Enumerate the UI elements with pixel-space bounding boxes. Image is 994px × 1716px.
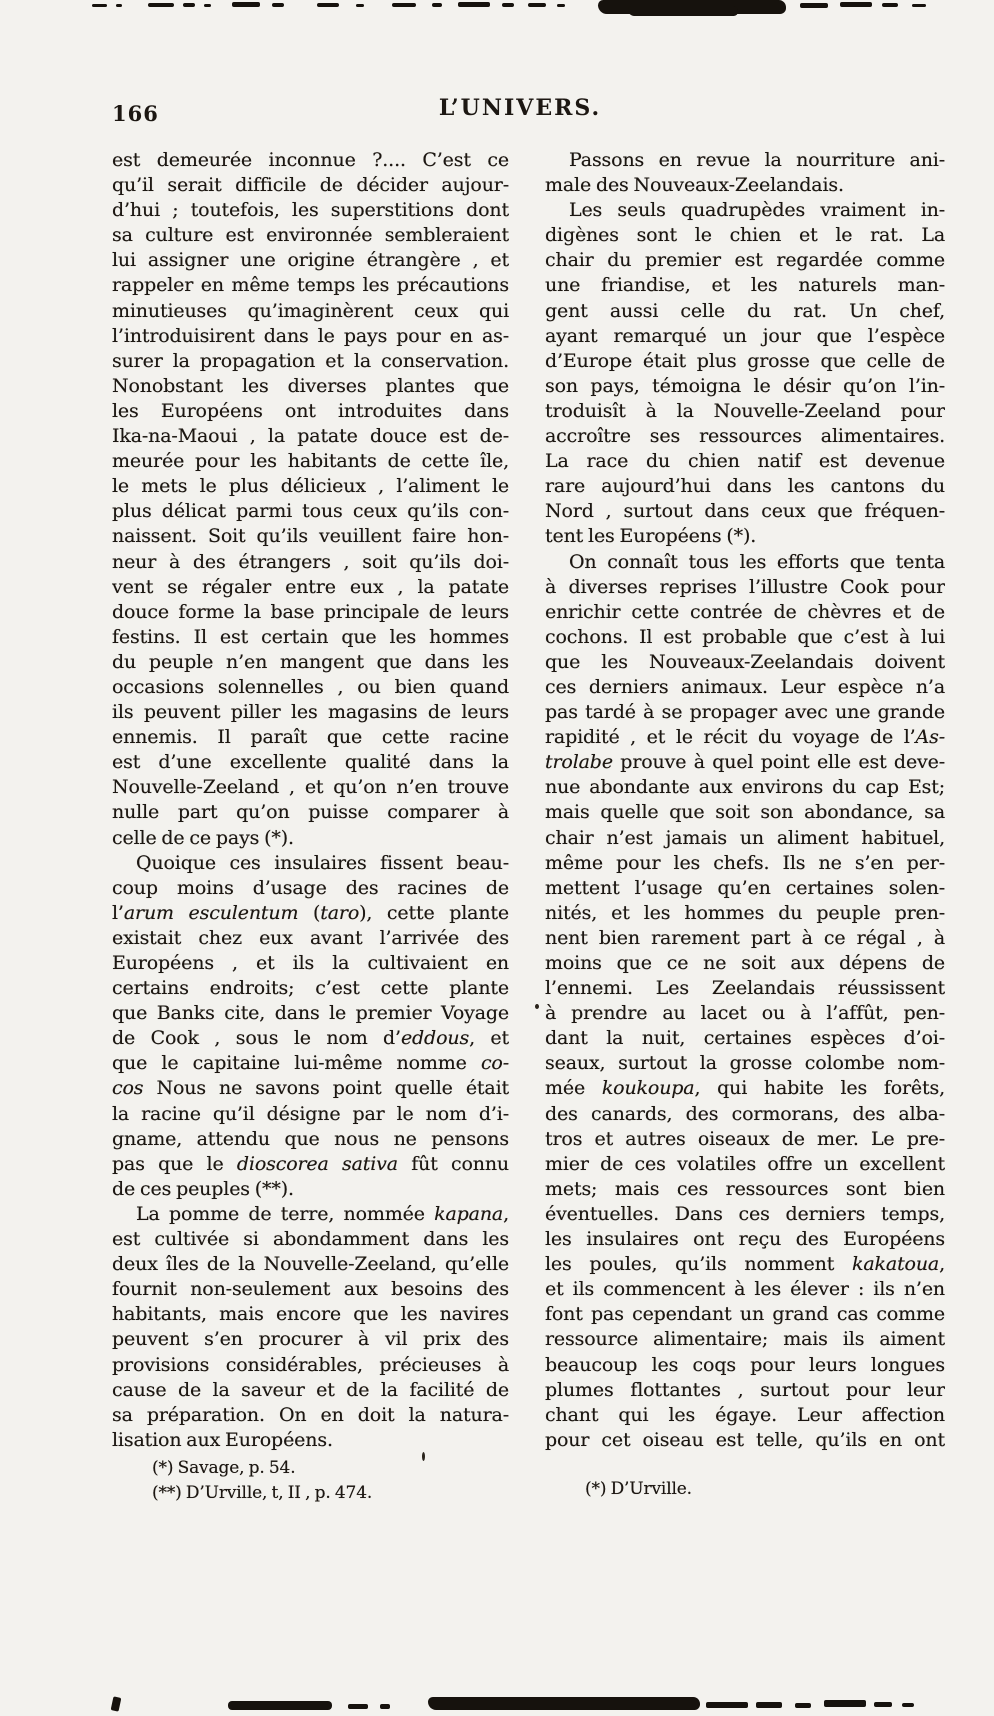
scan-artifact [228, 1701, 332, 1710]
text-line: sa culture est environnée sembleraient [112, 224, 509, 247]
left-column-text [112, 148, 509, 1453]
scan-artifact [348, 1704, 368, 1709]
page-number: 166 [112, 101, 159, 126]
text-line: pas que le dioscorea sativa fût connu [112, 1152, 509, 1175]
text-line: surer la propagation et la conservation. [112, 349, 509, 372]
text-line: mier de ces volatiles offre un excellent [545, 1152, 945, 1175]
text-line: La pomme de terre, nommée kapana, [136, 1202, 509, 1225]
text-line: festins. Il est certain que les hommes [112, 625, 509, 648]
text-line: Nonobstant les diverses plantes que [112, 374, 509, 397]
text-line: même pour les chefs. Ils ne s’en per- [545, 851, 945, 874]
left-column-footnotes [112, 1456, 509, 1507]
text-line: mais quelle que soit son abondance, sa [545, 801, 945, 824]
text-line: d’Europe était plus grosse que celle de [545, 349, 945, 372]
scan-artifact [183, 3, 195, 7]
scan-artifact [795, 1703, 811, 1708]
scan-artifact [628, 6, 738, 16]
text-line: minutieuses qu’imaginèrent ceux qui [112, 299, 509, 322]
text-line: du peuple n’en mangent que dans les [112, 650, 509, 673]
text-line: ces derniers animaux. Leur espèce n’a [545, 675, 945, 698]
text-line: ayant remarqué un jour que l’espèce [545, 324, 945, 347]
text-line: existait chez eux avant l’arrivée des [112, 926, 509, 949]
text-line: On connaît tous les efforts que tenta [569, 550, 945, 573]
text-line: chair n’est jamais un aliment habituel, [545, 826, 945, 849]
text-line: coup moins d’usage des racines de [112, 876, 509, 899]
text-line: provisions considérables, précieuses à [112, 1353, 509, 1376]
text-line: à diverses reprises l’illustre Cook pour [545, 575, 945, 598]
text-line: Quoique ces insulaires fissent beau- [136, 851, 509, 874]
text-line: mets; mais ces ressources sont bien [545, 1177, 945, 1200]
scan-artifact [317, 3, 339, 7]
text-line: lui assigner une origine étrangère , et [112, 249, 509, 272]
text-line: rappeler en même temps les précautions [112, 274, 509, 297]
scan-artifact [528, 3, 546, 7]
text-line: et ils commencent à les élever : ils n’en [545, 1278, 945, 1301]
scan-artifact [874, 1702, 892, 1707]
text-line: Les seuls quadrupèdes vraiment in- [569, 199, 945, 222]
scan-artifact [824, 1700, 866, 1707]
scan-artifact [800, 3, 828, 8]
text-line: certains endroits; c’est cette plante [112, 977, 509, 1000]
right-column-footnotes [545, 1477, 945, 1503]
text-line: nent bien rarement part à ce régal , à [545, 926, 945, 949]
scan-artifact [272, 3, 284, 7]
text-line: l’arum esculentum (taro), cette plante [112, 901, 509, 924]
text-line: meurée pour les habitants de cette île, [112, 450, 509, 473]
text-line: fournit non-seulement aux besoins des [112, 1278, 509, 1301]
text-line: La race du chien natif est devenue [545, 450, 945, 473]
text-line: pas tardé à se propager avec une grande [545, 701, 945, 724]
text-line: nue abondante aux environs du cap Est; [545, 776, 945, 799]
right-column [545, 148, 945, 1502]
scan-artifact [502, 3, 514, 7]
text-line: enrichir cette contrée de chèvres et de [545, 600, 945, 623]
text-line: que Banks cite, dans le premier Voyage [112, 1002, 509, 1025]
text-line: dant la nuit, certaines espèces d’oi- [545, 1027, 945, 1050]
text-line: lisation aux Européens. [112, 1428, 333, 1451]
text-line: male des Nouveaux-Zeelandais. [545, 174, 844, 197]
text-line: à prendre au lacet ou à l’affût, pen- [545, 1002, 945, 1025]
scan-artifact [840, 2, 872, 7]
text-line: seaux, surtout la grosse colombe nom- [545, 1052, 945, 1075]
scan-artifact [882, 3, 898, 7]
scan-artifact [706, 1702, 748, 1708]
text-line: trolabe prouve à quel point elle est deve- [545, 751, 945, 774]
text-line: cochons. Il est probable que c’est à lui [545, 625, 945, 648]
text-line: cause de la saveur et de la facilité de [112, 1378, 509, 1401]
text-line: moins que ce ne soit aux dépens de [545, 952, 945, 974]
text-line: troduisît à la Nouvelle-Zeeland pour [545, 399, 945, 422]
text-line: mée koukoupa, qui habite les forêts, [545, 1077, 945, 1100]
text-line: les poules, qu’ils nomment kakatoua, [545, 1253, 945, 1276]
text-line: deux îles de la Nouvelle-Zeeland, qu’elle [112, 1253, 509, 1276]
ink-speck [535, 1004, 539, 1009]
text-line: de ces peuples (**). [112, 1177, 294, 1200]
text-line: qu’il serait difficile de décider aujour- [112, 174, 509, 197]
text-line: (*) D’Urville. [585, 1478, 692, 1499]
ink-speck [422, 1452, 425, 1461]
running-header: L’UNIVERS. [438, 95, 602, 121]
text-line: sa préparation. On en doit la natura- [112, 1403, 509, 1426]
scan-artifact [902, 1703, 914, 1707]
text-line: son pays, témoigna le désir qu’on l’in- [545, 374, 945, 397]
text-line: l’introduisirent dans le pays pour en as- [112, 324, 509, 347]
text-line: vent se régaler entre eux , la patate [112, 575, 509, 598]
scan-artifact [356, 4, 364, 7]
text-line: ils peuvent piller les magasins de leurs [112, 701, 509, 724]
text-line: peuvent s’en procurer à vil prix des [112, 1328, 509, 1351]
text-line: tent les Européens (*). [545, 525, 757, 548]
text-line: les Européens ont introduites dans [112, 399, 509, 422]
text-line: chair du premier est regardée comme [545, 249, 945, 272]
text-line: Européens , et ils la cultivaient en [112, 952, 509, 974]
text-line: la racine qu’il désigne par le nom d’i- [112, 1102, 509, 1125]
text-line: chant qui les égaye. Leur affection [545, 1403, 945, 1426]
scan-artifact [92, 4, 107, 7]
text-line: beaucoup les coqs pour leurs longues [545, 1353, 945, 1376]
scan-artifact [557, 4, 565, 7]
text-line: ressource alimentaire; mais ils aiment [545, 1328, 945, 1351]
text-line: de Cook , sous le nom d’eddous, et [112, 1027, 509, 1050]
text-line: accroître ses ressources alimentaires. [545, 425, 945, 448]
text-line: neur à des étrangers , soit qu’ils doi- [112, 550, 509, 573]
text-line: Nouvelle-Zeeland , et qu’on n’en trouve [112, 776, 509, 799]
right-column-text [545, 148, 945, 1453]
text-line: plumes flottantes , surtout pour leur [545, 1378, 945, 1401]
text-line: est d’une excellente qualité dans la [112, 751, 509, 774]
scan-artifact [148, 3, 174, 7]
text-line: rare aujourd’hui dans les cantons du [545, 475, 945, 498]
text-line: d’hui ; toutefois, les superstitions dont [112, 199, 509, 222]
scan-artifact [458, 2, 490, 7]
text-line: des canards, des cormorans, des alba- [545, 1102, 945, 1125]
text-line: Nord , surtout dans ceux que fréquen- [545, 500, 945, 523]
text-line: le mets le plus délicieux , l’aliment le [112, 475, 509, 498]
scan-artifact [232, 2, 260, 7]
text-line: éventuelles. Dans ces derniers temps, [545, 1202, 945, 1225]
scan-artifact [380, 1704, 390, 1709]
text-line: cos Nous ne savons point quelle était [112, 1077, 509, 1100]
text-line: nulle part qu’on puisse comparer à [112, 801, 509, 824]
text-line: occasions solennelles , ou bien quand [112, 675, 509, 698]
text-line: (*) Savage, p. 54. [152, 1457, 296, 1478]
text-line: gent aussi celle du rat. Un chef, [545, 299, 945, 322]
text-line: que les Nouveaux-Zeelandais doivent [545, 650, 945, 673]
text-line: mettent l’usage qu’en certaines solen- [545, 876, 945, 899]
text-line: digènes sont le chien et le rat. La [545, 224, 945, 247]
text-line: tros et autres oiseaux de mer. Le pre- [545, 1127, 945, 1150]
text-line: habitants, mais encore que les navires [112, 1303, 509, 1326]
text-line: (**) D’Urville, t, II , p. 474. [152, 1483, 373, 1504]
text-line: gname, attendu que nous ne pensons [112, 1127, 509, 1150]
text-line: que le capitaine lui-même nomme co- [112, 1052, 509, 1075]
scan-artifact [111, 1696, 122, 1711]
left-column [112, 148, 509, 1507]
scan-artifact [428, 1697, 700, 1710]
scan-artifact [756, 1702, 782, 1708]
scan-artifact [432, 3, 442, 7]
text-line: rapidité , et le récit du voyage de l’As- [545, 726, 945, 749]
text-line: ennemis. Il paraît que cette racine [112, 726, 509, 749]
text-line: pour cet oiseau est telle, qu’ils en ont [545, 1428, 945, 1451]
scan-artifact [912, 4, 926, 7]
scan-artifact [392, 3, 416, 7]
text-line: font pas cependant un grand cas comme [545, 1303, 945, 1326]
text-line: Ika-na-Maoui , la patate douce est de- [112, 425, 509, 448]
text-line: les insulaires ont reçu des Européens [545, 1228, 945, 1251]
text-line: naissent. Soit qu’ils veuillent faire hon- [112, 525, 509, 548]
scan-artifact [116, 4, 122, 7]
text-line: celle de ce pays (*). [112, 826, 294, 849]
text-line: Passons en revue la nourriture ani- [569, 149, 945, 171]
text-line: nités, et les hommes du peuple pren- [545, 901, 945, 924]
text-line: est cultivée si abondamment dans les [112, 1228, 509, 1251]
text-line: l’ennemi. Les Zeelandais réussissent [545, 977, 945, 1000]
text-line: plus délicat parmi tous ceux qu’ils con- [112, 500, 509, 523]
scan-artifact [204, 4, 211, 7]
text-line: une friandise, et les naturels man- [545, 274, 945, 297]
text-line: est demeurée inconnue ?.... C’est ce [112, 149, 509, 171]
text-line: douce forme la base principale de leurs [112, 600, 509, 623]
